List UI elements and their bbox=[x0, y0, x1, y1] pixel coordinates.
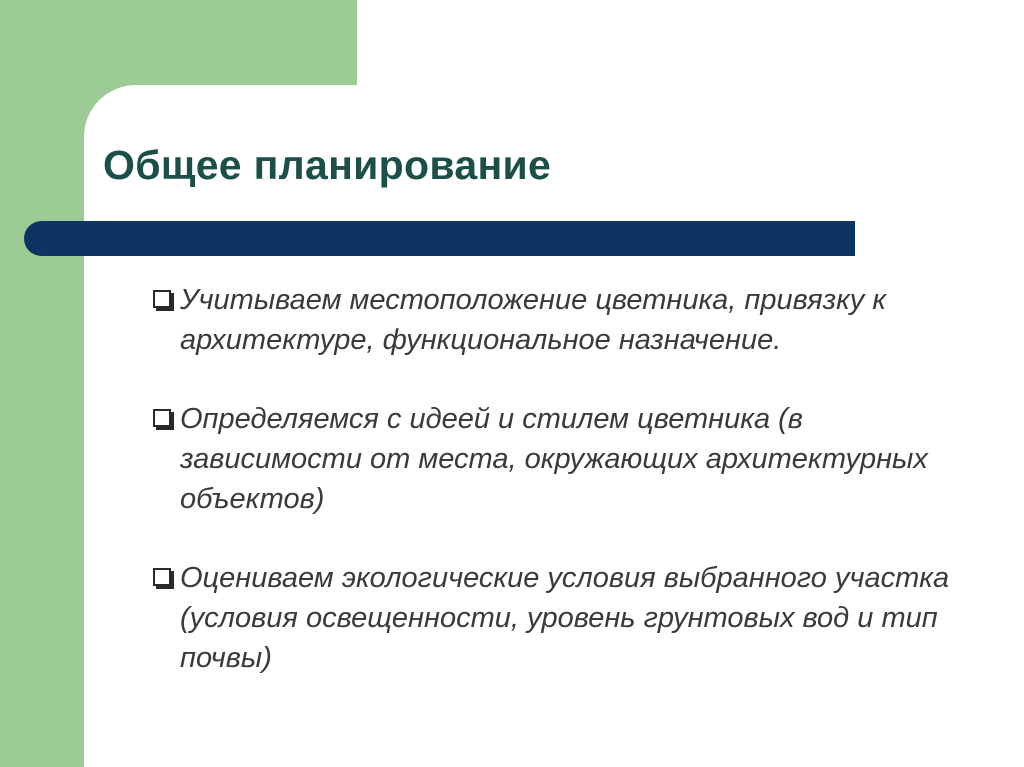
bullet-list bbox=[150, 280, 980, 717]
decor-green-strip bbox=[0, 0, 84, 767]
title-underline-bar bbox=[24, 221, 855, 256]
checkbox-icon bbox=[153, 290, 171, 308]
bullet-item bbox=[150, 280, 980, 360]
checkbox-icon bbox=[153, 409, 171, 427]
bullet-text: Учитываем местоположение цветника, привязку к архитектуре, функциональное назначение. bbox=[180, 284, 887, 356]
bullet-text: Оцениваем экологические условия выбранного участка (условия освещенности, уровень грунтовых вод и тип почвы) bbox=[180, 562, 950, 674]
bullet-text: Определяемся с идеей и стилем цветника (в зависимости от места, окружающих архитектурных объектов) bbox=[180, 403, 928, 515]
slide-title: Общее планирование bbox=[103, 142, 552, 188]
decor-green-top bbox=[0, 0, 357, 85]
bullet-item bbox=[150, 399, 980, 519]
bullet-item bbox=[150, 558, 980, 678]
checkbox-icon bbox=[153, 568, 171, 586]
